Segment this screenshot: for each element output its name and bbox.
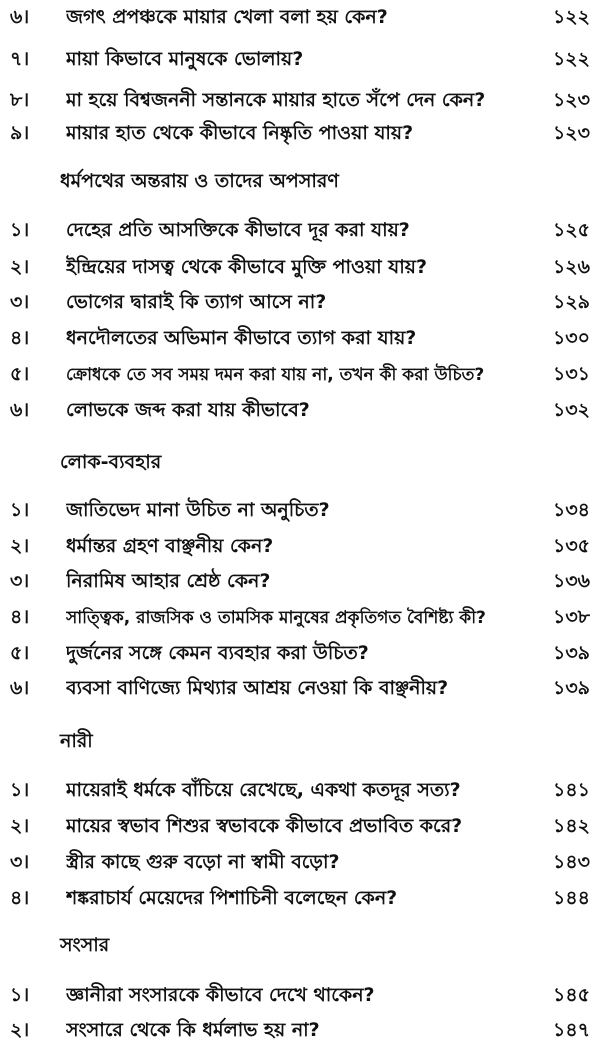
entry-page-number: ১৩৮ xyxy=(552,606,590,628)
section-heading: সংসার xyxy=(60,934,110,956)
entry-question: দুর্জনের সঙ্গে কেমন ব্যবহার করা উচিত? xyxy=(66,642,369,664)
toc-entry xyxy=(10,217,590,247)
entry-number: ৩। xyxy=(10,291,30,313)
toc-entry xyxy=(10,675,590,705)
entry-question: জগৎ প্রপঞ্চকে মায়ার খেলা বলা হয় কেন? xyxy=(66,6,388,28)
entry-page-number: ১৪৩ xyxy=(552,851,590,873)
entry-page-number: ১৪২ xyxy=(552,815,590,837)
toc-entry xyxy=(10,87,590,117)
entry-page-number: ১২৫ xyxy=(552,219,590,241)
toc-entry xyxy=(10,120,590,150)
entry-page-number: ১৪১ xyxy=(553,779,590,801)
entry-question: মায়ার হাত থেকে কীভাবে নিষ্কৃতি পাওয়া যায়? xyxy=(66,122,414,144)
toc-entry xyxy=(10,497,590,527)
entry-question: মায়ের স্বভাব শিশুর স্বভাবকে কীভাবে প্রভাবিত করে? xyxy=(66,815,463,837)
entry-page-number: ১২২ xyxy=(552,48,590,70)
entry-question: ব্যবসা বাণিজ্যে মিথ্যার আশ্রয় নেওয়া কি বাঞ্ছনীয়? xyxy=(66,677,449,699)
entry-number: ৬। xyxy=(10,399,30,421)
toc-entry xyxy=(10,849,590,879)
entry-number: ৫। xyxy=(10,642,30,664)
entry-page-number: ১৪৪ xyxy=(553,887,590,909)
entry-number: ২। xyxy=(10,815,30,837)
entry-page-number: ১৩৬ xyxy=(552,570,590,592)
entry-number: ১। xyxy=(10,779,30,801)
entry-page-number: ১২৩ xyxy=(552,122,590,144)
toc-entry xyxy=(10,604,590,634)
entry-question: ধনদৌলতের অভিমান কীভাবে ত্যাগ করা যায়? xyxy=(66,327,417,349)
entry-question: সাত্ত্বিক, রাজসিক ও তামসিক মানুষের প্রকৃতিগত বৈশিষ্ট্য কী? xyxy=(66,608,486,628)
toc-entry xyxy=(10,568,590,598)
entry-question: মায়েরাই ধর্মকে বাঁচিয়ে রেখেছে, একথা কতদূর সত্য? xyxy=(66,779,461,801)
entry-number: ৪। xyxy=(10,606,30,628)
toc-entry xyxy=(10,813,590,843)
toc-entry xyxy=(10,533,590,563)
entry-number: ৩। xyxy=(10,570,30,592)
toc-entry xyxy=(10,289,590,319)
entry-page-number: ১২৩ xyxy=(552,89,590,111)
toc-entry xyxy=(10,1017,590,1047)
entry-number: ২। xyxy=(10,1019,30,1041)
toc-entry xyxy=(10,254,590,284)
entry-page-number: ১২৬ xyxy=(552,256,590,278)
entry-question: ইন্দ্রিয়ের দাসত্ব থেকে কীভাবে মুক্তি পাওয়া যায়? xyxy=(66,256,427,278)
entry-number: ১। xyxy=(10,984,30,1006)
entry-page-number: ১৩২ xyxy=(552,399,590,421)
entry-number: ৪। xyxy=(10,327,30,349)
toc-entry xyxy=(10,397,590,427)
entry-page-number: ১২২ xyxy=(552,6,590,28)
entry-page-number: ১৩৫ xyxy=(552,535,590,557)
entry-number: ২। xyxy=(10,256,30,278)
toc-entry xyxy=(10,361,590,391)
entry-question: দেহের প্রতি আসক্তিকে কীভাবে দূর করা যায়? xyxy=(66,219,410,241)
toc-entry xyxy=(10,885,590,915)
toc-entry xyxy=(10,46,590,76)
entry-question: সংসারে থেকে কি ধর্মলাভ হয় না? xyxy=(66,1019,320,1041)
entry-question: ক্রোধকে তে সব সময় দমন করা যায় না, তখন কী করা উচিত? xyxy=(66,365,485,385)
entry-page-number: ১৩০ xyxy=(552,327,590,349)
entry-question: জাতিভেদ মানা উচিত না অনুচিত? xyxy=(66,499,330,521)
entry-question: শঙ্করাচার্য মেয়েদের পিশাচিনী বলেছেন কেন? xyxy=(66,887,398,909)
entry-number: ৪। xyxy=(10,887,30,909)
section-heading: নারী xyxy=(60,730,93,752)
entry-page-number: ১৩৪ xyxy=(552,499,590,521)
entry-question: লোভকে জব্দ করা যায় কীভাবে? xyxy=(66,399,310,421)
entry-page-number: ১৩৯ xyxy=(552,642,590,664)
toc-entry xyxy=(10,777,590,807)
entry-question: জ্ঞানীরা সংসারকে কীভাবে দেখে থাকেন? xyxy=(66,984,375,1006)
entry-number: ৫। xyxy=(10,363,30,385)
entry-number: ৬। xyxy=(10,6,30,28)
entry-page-number: ১৩৯ xyxy=(552,677,590,699)
entry-number: ৬। xyxy=(10,677,30,699)
entry-page-number: ১৪৫ xyxy=(553,984,590,1006)
entry-page-number: ১২৯ xyxy=(552,291,590,313)
toc-entry xyxy=(10,640,590,670)
entry-question: মায়া কিভাবে মানুষকে ভোলায়? xyxy=(66,48,304,70)
entry-number: ১। xyxy=(10,219,30,241)
entry-question: স্ত্রীর কাছে গুরু বড়ো না স্বামী বড়ো? xyxy=(66,851,340,873)
toc-entry xyxy=(10,4,590,34)
entry-number: ২। xyxy=(10,535,30,557)
entry-page-number: ১৪৭ xyxy=(552,1019,590,1041)
entry-question: মা হয়ে বিশ্বজননী সন্তানকে মায়ার হাতে সঁপে দেন কেন? xyxy=(66,89,486,111)
entry-question: নিরামিষ আহার শ্রেষ্ঠ কেন? xyxy=(66,570,271,592)
toc-entry xyxy=(10,982,590,1012)
entry-page-number: ১৩১ xyxy=(552,363,590,385)
entry-number: ১। xyxy=(10,499,30,521)
entry-number: ৯। xyxy=(10,122,30,144)
toc-entry xyxy=(10,325,590,355)
entry-number: ৭। xyxy=(10,48,30,70)
entry-question: ভোগের দ্বারাই কি ত্যাগ আসে না? xyxy=(66,291,327,313)
entry-number: ৮। xyxy=(10,89,30,111)
entry-number: ৩। xyxy=(10,851,30,873)
section-heading: ধর্মপথের অন্তরায় ও তাদের অপসারণ xyxy=(60,170,339,192)
entry-question: ধর্মান্তর গ্রহণ বাঞ্ছনীয় কেন? xyxy=(66,535,274,557)
section-heading: লোক-ব্যবহার xyxy=(60,451,162,473)
